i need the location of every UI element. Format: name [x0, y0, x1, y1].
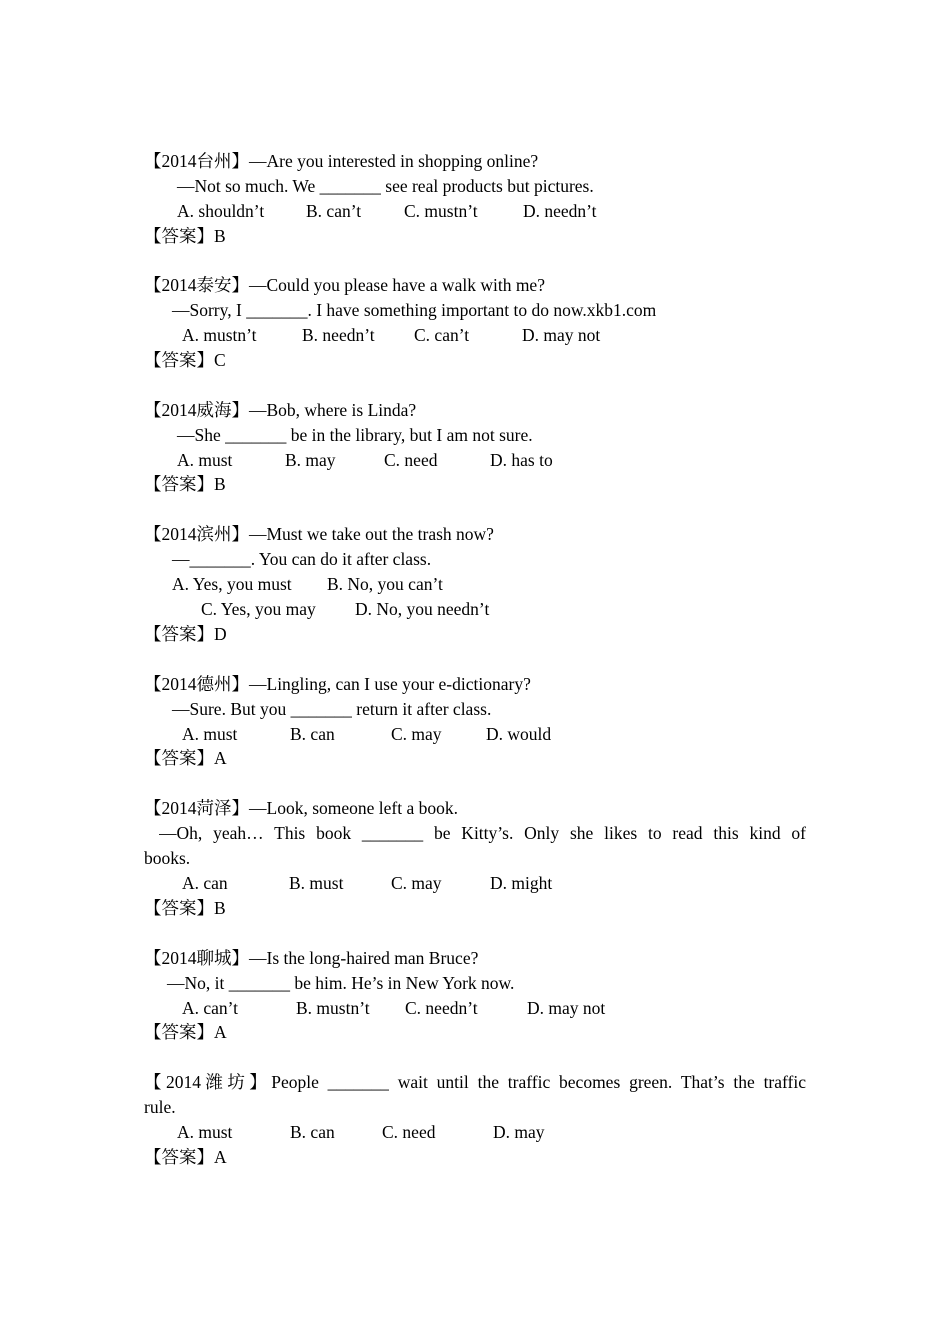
option-b: B. mustn’t [296, 998, 370, 1018]
option-d: D. might [490, 873, 553, 893]
answer-line: 【答案】A [144, 1147, 227, 1167]
question-reply: —Not so much. We _______ see real products but pictures. [177, 176, 594, 196]
option-c: C. needn’t [405, 998, 478, 1018]
answer-line: 【答案】B [144, 474, 226, 494]
option-c: C. can’t [414, 325, 470, 345]
option-d: D. would [486, 724, 552, 744]
option-a: A. must [177, 450, 233, 470]
option-c: C. may [391, 724, 442, 744]
option-d: D. No, you needn’t [355, 599, 490, 619]
option-d: D. may not [527, 998, 606, 1018]
option-b: B. No, you can’t [327, 574, 443, 594]
answer-line: 【答案】A [144, 748, 227, 768]
question-stem: 【2014菏泽】—Look, someone left a book. [144, 798, 458, 818]
option-b: B. may [285, 450, 336, 470]
option-a: A. must [182, 724, 238, 744]
question-reply: —Sure. But you _______ return it after class. [172, 699, 492, 719]
question-stem-continuation: rule. [144, 1097, 176, 1117]
question-stem: 【2014德州】—Lingling, can I use your e-dictionary? [144, 674, 531, 694]
option-b: B. can [290, 1122, 335, 1142]
option-c: C. may [391, 873, 442, 893]
option-a: A. shouldn’t [177, 201, 265, 221]
option-c: C. Yes, you may [201, 599, 316, 619]
option-c: C. need [384, 450, 438, 470]
question-reply-continuation: books. [144, 848, 191, 868]
question-reply: —No, it _______ be him. He’s in New York now. [167, 973, 515, 993]
question-stem-text: 【2014潍坊】People _______ wait until the traffic becomes green. That’s the traffic [144, 1072, 806, 1092]
option-c: C. need [382, 1122, 436, 1142]
question-reply: —She _______ be in the library, but I am not sure. [177, 425, 533, 445]
answer-line: 【答案】B [144, 226, 226, 246]
question-reply-text: —Oh, yeah… This book _______ be Kitty’s. Only she likes to read this kind of [159, 823, 806, 843]
option-a: A. must [177, 1122, 233, 1142]
option-c: C. mustn’t [404, 201, 478, 221]
option-a: A. can’t [182, 998, 239, 1018]
option-b: B. must [289, 873, 344, 893]
question-reply: —_______. You can do it after class. [172, 549, 432, 569]
question-reply [159, 821, 806, 846]
answer-line: 【答案】C [144, 350, 226, 370]
question-stem: 【2014威海】—Bob, where is Linda? [144, 400, 417, 420]
question-stem [144, 1070, 806, 1095]
answer-line: 【答案】D [144, 624, 227, 644]
answer-line: 【答案】A [144, 1022, 227, 1042]
option-a: A. Yes, you must [172, 574, 292, 594]
option-a: A. mustn’t [182, 325, 257, 345]
answer-line: 【答案】B [144, 898, 226, 918]
question-stem: 【2014台州】—Are you interested in shopping online? [144, 151, 539, 171]
option-b: B. can’t [306, 201, 362, 221]
option-d: D. may [493, 1122, 545, 1142]
question-reply: —Sorry, I _______. I have something important to do now.xkb1.com [172, 300, 657, 320]
option-b: B. can [290, 724, 335, 744]
question-stem: 【2014滨州】—Must we take out the trash now? [144, 524, 494, 544]
option-d: D. has to [490, 450, 553, 470]
option-b: B. needn’t [302, 325, 375, 345]
option-d: D. may not [522, 325, 601, 345]
option-d: D. needn’t [523, 201, 597, 221]
question-stem: 【2014泰安】—Could you please have a walk with me? [144, 275, 545, 295]
option-a: A. can [182, 873, 228, 893]
question-stem: 【2014聊城】—Is the long-haired man Bruce? [144, 948, 479, 968]
